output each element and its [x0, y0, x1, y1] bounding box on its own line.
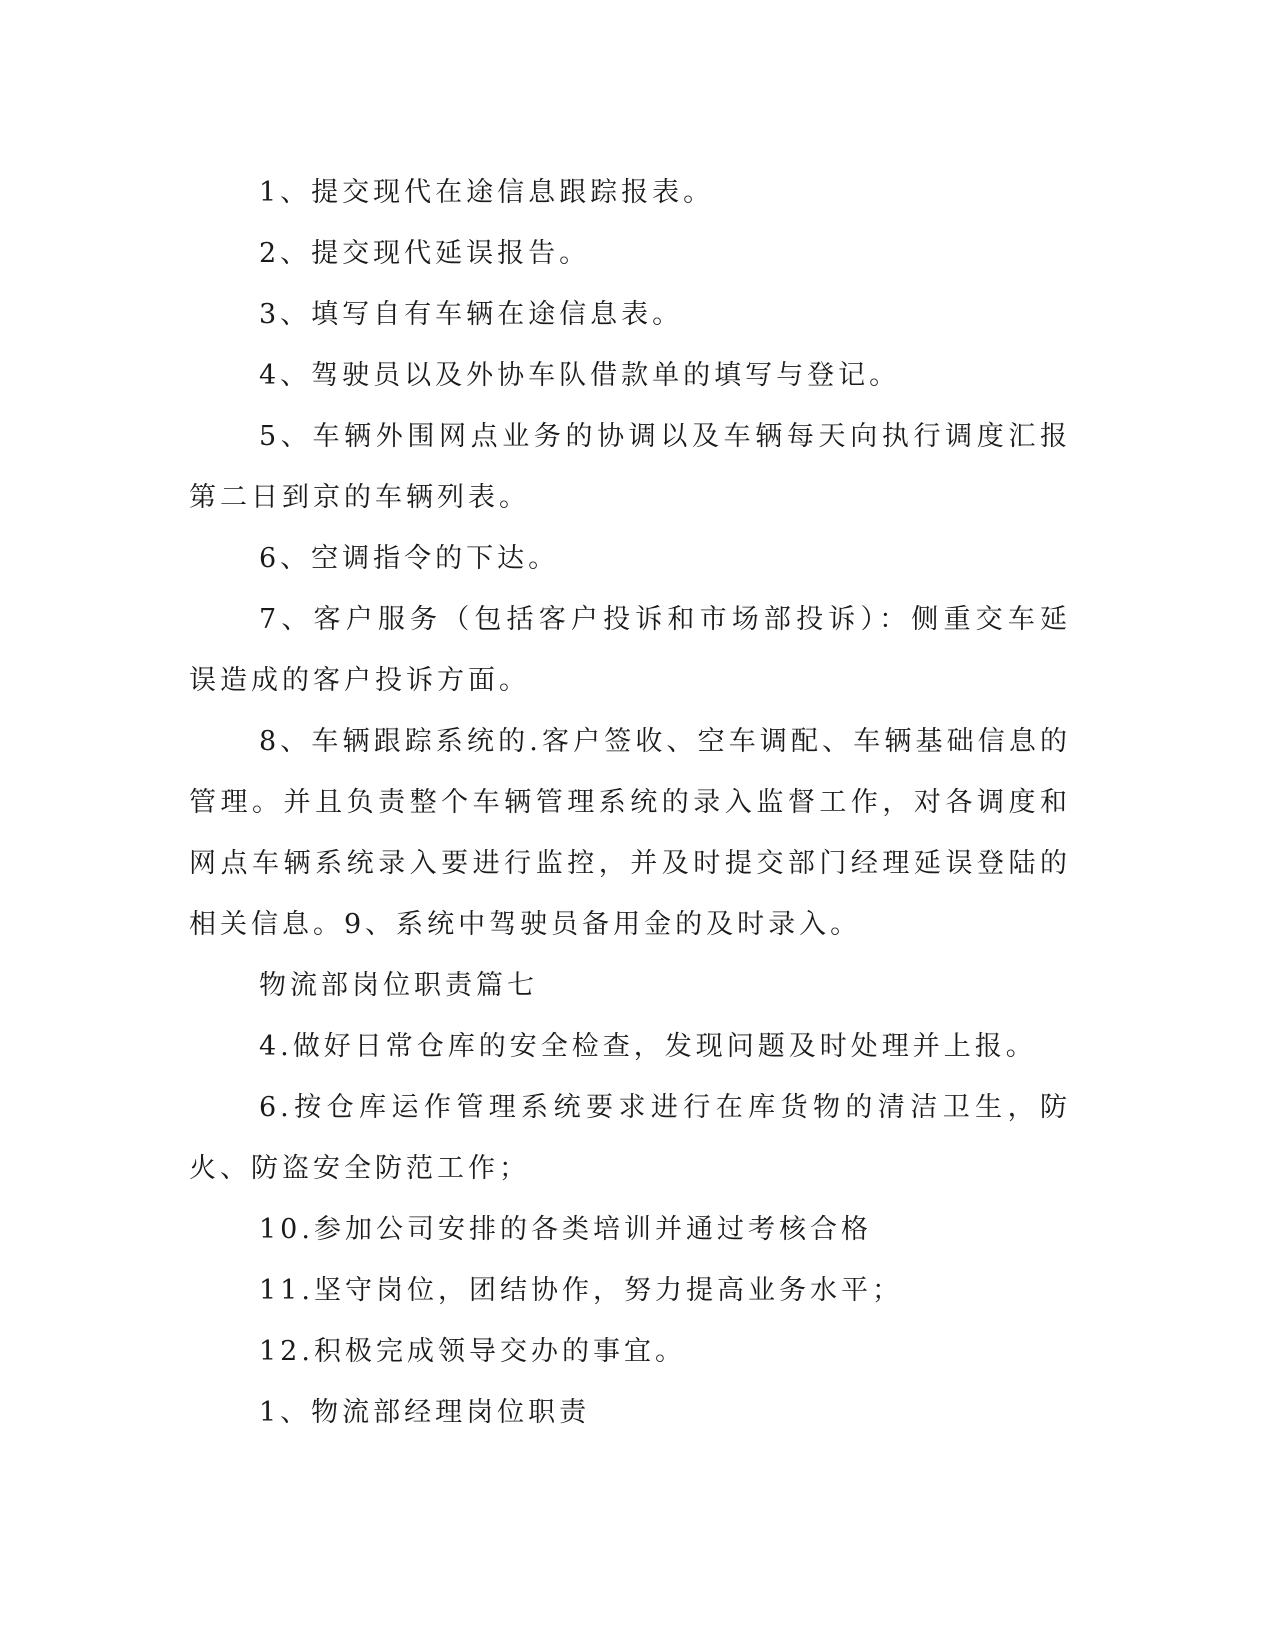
paragraph-14: 1、物流部经理岗位职责 [259, 1397, 591, 1428]
paragraph-8: 8、车辆跟踪系统的.客户签收、空车调配、车辆基础信息的管理。并且负责整个车辆管理系统的录入监督工作，对各调度和网点车辆系统录入要进行监控，并及时提交部门经理延误登陆的相关信息。9、系统中驾驶员备用金的及时录入。 [189, 726, 1071, 940]
paragraph-3: 3、填写自有车辆在途信息表。 [259, 299, 684, 330]
paragraph-5: 5、车辆外围网点业务的协调以及车辆每天向执行调度汇报第二日到京的车辆列表。 [189, 421, 1071, 513]
paragraph-7: 7、客户服务（包括客户投诉和市场部投诉）：侧重交车延误造成的客户投诉方面。 [189, 604, 1071, 696]
paragraph-9: 4.做好日常仓库的安全检查，发现问题及时处理并上报。 [259, 1031, 1037, 1062]
paragraph-11: 10.参加公司安排的各类培训并通过考核合格 [259, 1214, 872, 1245]
paragraph-10: 6.按仓库运作管理系统要求进行在库货物的清洁卫生，防火、防盗安全防范工作； [189, 1092, 1071, 1184]
document-body [189, 162, 1071, 1443]
paragraph-12: 11.坚守岗位，团结协作，努力提高业务水平； [259, 1275, 903, 1306]
section-heading: 物流部岗位职责篇七 [259, 970, 538, 1001]
paragraph-6: 6、空调指令的下达。 [259, 543, 560, 574]
paragraph-13: 12.积极完成领导交办的事宜。 [259, 1336, 686, 1367]
paragraph-1: 1、提交现代在途信息跟踪报表。 [259, 177, 715, 208]
paragraph-2: 2、提交现代延误报告。 [259, 238, 591, 269]
paragraph-4: 4、驾驶员以及外协车队借款单的填写与登记。 [259, 360, 901, 391]
